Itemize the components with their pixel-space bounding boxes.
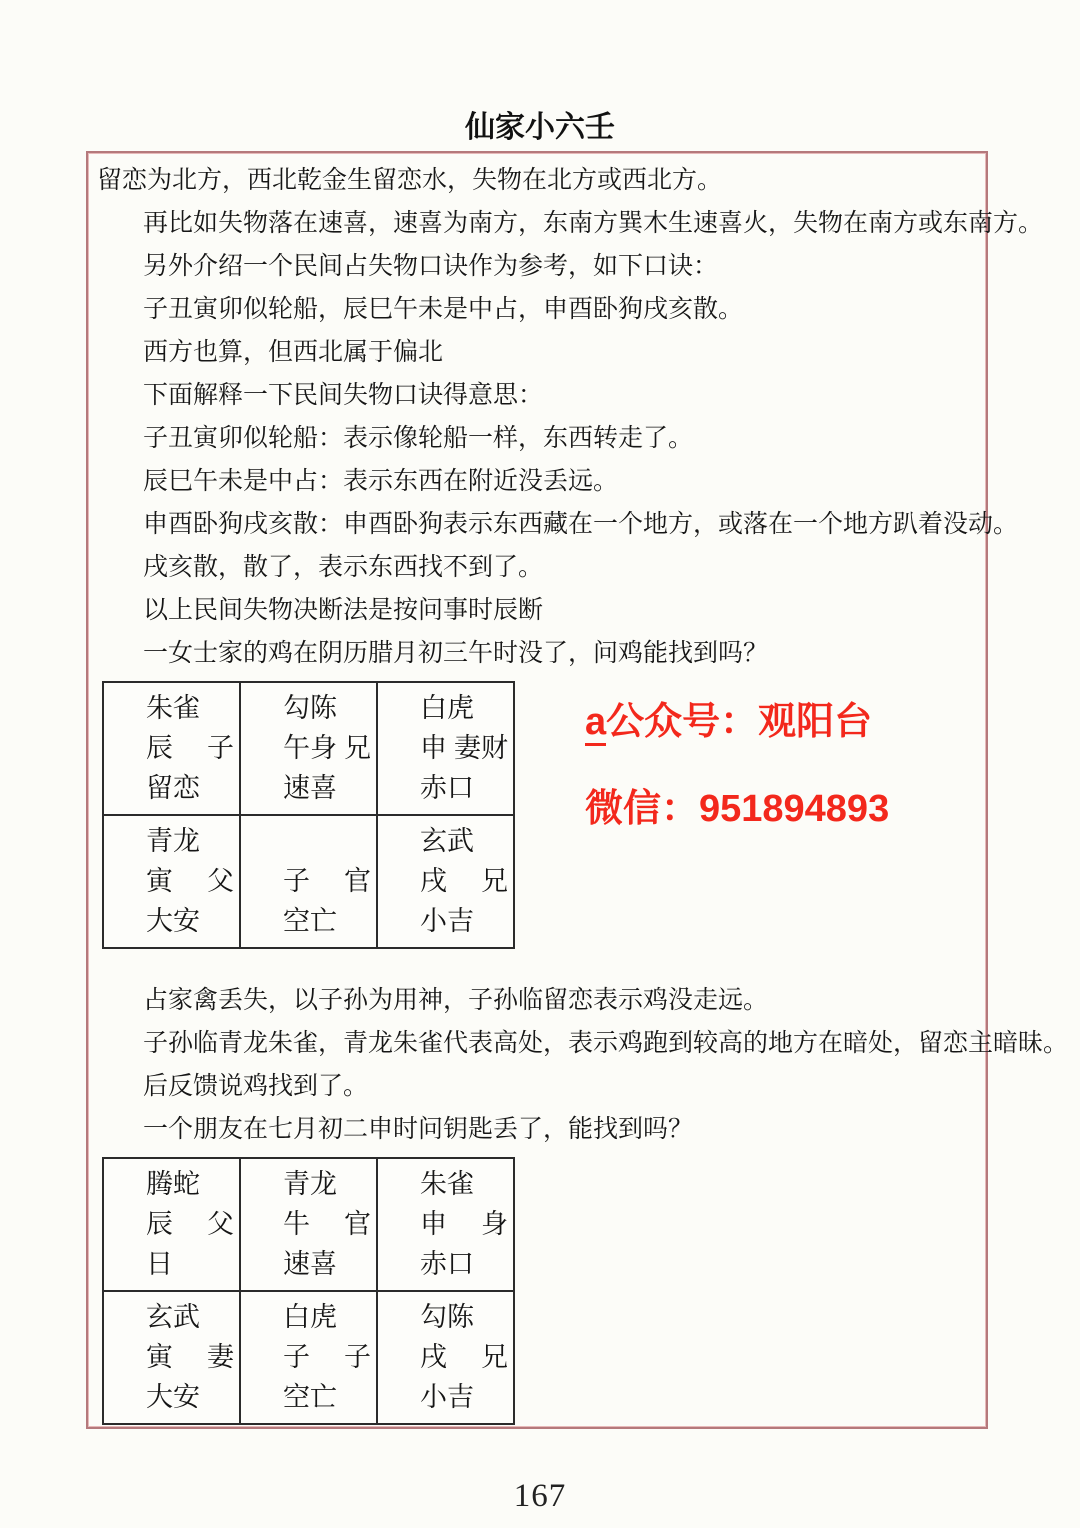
paragraph: 子孙临青龙朱雀，青龙朱雀代表高处，表示鸡跑到较高的地方在暗处，留恋主暗昧。 xyxy=(143,1030,1069,1057)
paragraph: 另外介绍一个民间占失物口诀作为参考，如下口诀： xyxy=(143,253,719,280)
deity-name: 白虎 xyxy=(420,693,474,723)
palace-name: 空亡 xyxy=(283,1382,337,1412)
table-cell xyxy=(103,682,240,815)
branch: 子 xyxy=(283,866,310,896)
relation: 子 xyxy=(207,733,234,763)
palace-name: 小吉 xyxy=(420,906,474,936)
table-cell xyxy=(103,1291,240,1424)
relation: 妻 xyxy=(207,1342,234,1372)
watermark-line-2: 微信：951894893 xyxy=(585,788,890,830)
palace-name: 小吉 xyxy=(420,1382,474,1412)
palace-name: 大安 xyxy=(146,1382,200,1412)
deity-name: 勾陈 xyxy=(283,693,337,723)
paragraph: 西方也算，但西北属于偏北 xyxy=(143,339,444,366)
branch-relation-line xyxy=(104,861,239,901)
branch: 申 xyxy=(420,1209,447,1239)
paragraph: 以上民间失物决断法是按问事时辰断 xyxy=(143,597,544,624)
palace-name: 留恋 xyxy=(146,773,200,803)
relation: 兄 xyxy=(481,866,508,896)
table-cell xyxy=(240,682,377,815)
watermark-prefix: a xyxy=(585,701,606,746)
table-row xyxy=(103,682,514,815)
deity-name: 青龙 xyxy=(283,1169,337,1199)
table-cell xyxy=(377,682,514,815)
palace-name: 赤口 xyxy=(420,773,474,803)
paragraph: 一女士家的鸡在阴历腊月初三午时没了，问鸡能找到吗？ xyxy=(143,640,769,667)
branch: 牛 xyxy=(283,1209,310,1239)
palace-name: 速喜 xyxy=(283,1249,337,1279)
paragraph: 再比如失物落在速喜，速喜为南方，东南方巽木生速喜火，失物在南方或东南方。 xyxy=(143,210,1044,237)
deity-name: 腾蛇 xyxy=(146,1169,200,1199)
relation: 兄 xyxy=(344,733,371,763)
table-cell xyxy=(240,815,377,948)
relation: 官 xyxy=(344,1209,371,1239)
table-row xyxy=(103,1158,514,1291)
table-cell xyxy=(103,815,240,948)
table-cell xyxy=(377,1291,514,1424)
branch: 戌 xyxy=(420,866,447,896)
deity-name: 朱雀 xyxy=(146,693,200,723)
relation: 子 xyxy=(344,1342,371,1372)
paragraph: 留恋为北方，西北乾金生留恋水，失物在北方或西北方。 xyxy=(97,167,723,194)
branch-relation-line xyxy=(104,728,239,768)
relation: 身 xyxy=(481,1209,508,1239)
paragraph: 一个朋友在七月初二申时问钥匙丢了，能找到吗？ xyxy=(143,1116,694,1143)
relation: 官 xyxy=(344,866,371,896)
branch-relation-line xyxy=(378,1337,513,1377)
paragraph: 下面解释一下民间失物口诀得意思： xyxy=(143,382,544,409)
palace-name: 空亡 xyxy=(283,906,337,936)
branch: 辰 xyxy=(146,1209,173,1239)
watermark-line-1 xyxy=(585,700,889,744)
paragraph: 子丑寅卯似轮船，辰巳午未是中占，申酉卧狗戌亥散。 xyxy=(143,296,744,323)
watermark-text: 公众号：观阳台 xyxy=(606,701,873,743)
branch-relation-line xyxy=(241,1204,376,1244)
deity-name: 玄武 xyxy=(420,826,474,856)
relation: 兄 xyxy=(481,1342,508,1372)
branch: 戌 xyxy=(420,1342,447,1372)
branch: 寅 xyxy=(146,1342,173,1372)
branch: 午身 xyxy=(283,733,337,763)
branch: 子 xyxy=(283,1342,310,1372)
relation: 父 xyxy=(207,1209,234,1239)
deity-name xyxy=(241,821,376,861)
divination-table-2 xyxy=(102,1157,515,1425)
branch: 辰 xyxy=(146,733,173,763)
paragraph-block-1 xyxy=(97,159,1044,675)
table-cell xyxy=(240,1158,377,1291)
palace-name: 日 xyxy=(146,1249,173,1279)
deity-name: 玄武 xyxy=(146,1302,200,1332)
branch-relation-line xyxy=(241,1337,376,1377)
branch-relation-line xyxy=(104,1204,239,1244)
branch-relation-line xyxy=(241,728,376,768)
table-cell xyxy=(377,1158,514,1291)
paragraph: 子丑寅卯似轮船：表示像轮船一样，东西转走了。 xyxy=(143,425,694,452)
watermark xyxy=(585,700,889,831)
branch-relation-line xyxy=(378,728,513,768)
page-title: 仙家小六壬 xyxy=(465,111,615,144)
branch: 寅 xyxy=(146,866,173,896)
paragraph: 申酉卧狗戌亥散：申酉卧狗表示东西藏在一个地方，或落在一个地方趴着没动。 xyxy=(143,511,1019,538)
branch-relation-line xyxy=(104,1337,239,1377)
page-number: 167 xyxy=(513,1478,567,1514)
deity-name: 朱雀 xyxy=(420,1169,474,1199)
divination-table-1 xyxy=(102,681,515,949)
table-row xyxy=(103,1291,514,1424)
table-row xyxy=(103,815,514,948)
palace-name: 赤口 xyxy=(420,1249,474,1279)
paragraph: 戌亥散，散了，表示东西找不到了。 xyxy=(143,554,544,581)
paragraph: 占家禽丢失，以子孙为用神，子孙临留恋表示鸡没走远。 xyxy=(143,987,769,1014)
branch-relation-line xyxy=(378,861,513,901)
paragraph: 后反馈说鸡找到了。 xyxy=(143,1073,369,1100)
relation: 妻财 xyxy=(454,733,508,763)
relation: 父 xyxy=(207,866,234,896)
branch: 申 xyxy=(420,733,447,763)
palace-name: 大安 xyxy=(146,906,200,936)
paragraph: 辰巳午未是中占：表示东西在附近没丢远。 xyxy=(143,468,619,495)
paragraph-block-2 xyxy=(97,979,1069,1151)
deity-name: 青龙 xyxy=(146,826,200,856)
deity-name: 勾陈 xyxy=(420,1302,474,1332)
branch-relation-line xyxy=(378,1204,513,1244)
branch-relation-line xyxy=(241,861,376,901)
palace-name: 速喜 xyxy=(283,773,337,803)
table-cell xyxy=(103,1158,240,1291)
deity-name: 白虎 xyxy=(283,1302,337,1332)
table-cell xyxy=(377,815,514,948)
table-cell xyxy=(240,1291,377,1424)
